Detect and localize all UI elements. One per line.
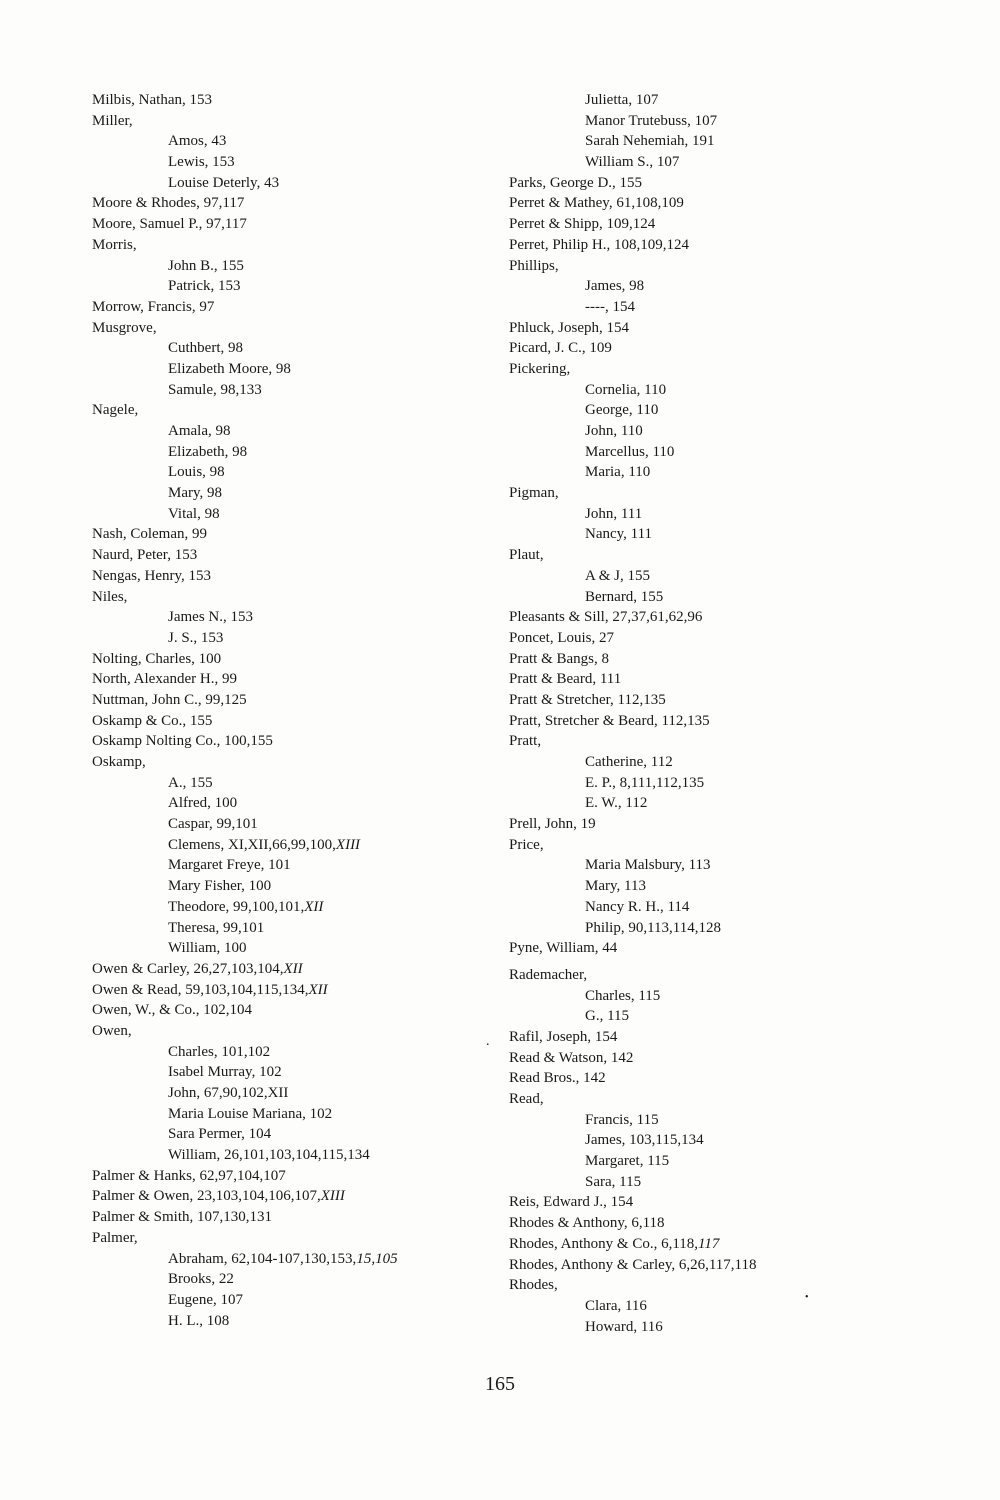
index-subentry (92, 773, 492, 794)
index-subentry (509, 524, 929, 545)
entry-text: Nengas, Henry, 153 (92, 567, 211, 584)
index-entry (92, 111, 492, 132)
index-entry (509, 814, 929, 835)
entry-text: Louis, 98 (168, 464, 225, 481)
entry-text: Lewis, 153 (168, 154, 235, 171)
index-subentry (92, 152, 492, 173)
entry-text: Morrow, Francis, 97 (92, 298, 215, 315)
index-subentry (92, 855, 492, 876)
entry-text: Owen, W., & Co., 102,104 (92, 1002, 253, 1019)
index-subentry (92, 359, 492, 380)
entry-text: A., 155 (168, 774, 213, 791)
entry-text: Pleasants & Sill, 27,37,61,62,96 (509, 609, 703, 626)
index-subentry (92, 338, 492, 359)
index-subentry (92, 380, 492, 401)
index-subentry (509, 90, 929, 111)
entry-text: Marcellus, 110 (585, 443, 675, 460)
entry-text: Abraham, 62,104-107,130,153, (168, 1250, 357, 1267)
entry-text: Palmer & Owen, 23,103,104,106,107, (92, 1188, 321, 1205)
index-subentry (92, 276, 492, 297)
entry-text: Maria, 110 (585, 464, 651, 481)
entry-text: Mary Fisher, 100 (168, 878, 272, 895)
index-entry (509, 1234, 929, 1255)
entry-text: Vital, 98 (168, 505, 220, 522)
entry-text: Cuthbert, 98 (168, 340, 243, 357)
index-subentry (509, 297, 929, 318)
index-subentry (509, 131, 929, 152)
index-subentry (509, 773, 929, 794)
index-subentry (92, 897, 492, 918)
entry-text: Rhodes & Anthony, 6,118 (509, 1215, 665, 1232)
entry-text: Miller, (92, 112, 133, 129)
entry-text: Elizabeth Moore, 98 (168, 360, 291, 377)
entry-text: Isabel Murray, 102 (168, 1064, 282, 1081)
entry-text: Rademacher, (509, 966, 588, 983)
index-entry (509, 649, 929, 670)
entry-text: Perret & Shipp, 109,124 (509, 216, 656, 233)
entry-text: Pyne, William, 44 (509, 940, 618, 957)
entry-text: Plaut, (509, 547, 544, 564)
index-entry (509, 193, 929, 214)
index-subentry (509, 1110, 929, 1131)
index-subentry (509, 276, 929, 297)
index-subentry (92, 918, 492, 939)
entry-italic-reference: XIII (335, 836, 361, 853)
index-column-left (92, 90, 492, 1331)
entry-text: Nuttman, John C., 99,125 (92, 691, 247, 708)
index-subentry (509, 152, 929, 173)
entry-text: Read, (509, 1091, 544, 1107)
entry-text: James, 98 (585, 278, 645, 295)
entry-text: Reis, Edward J., 154 (509, 1194, 634, 1211)
index-subentry (509, 1151, 929, 1172)
index-entry (92, 711, 492, 732)
index-subentry (509, 897, 929, 918)
entry-text: Charles, 101,102 (168, 1043, 271, 1060)
index-subentry (92, 1104, 492, 1125)
index-entry (509, 1255, 929, 1276)
index-subentry (92, 1083, 492, 1104)
entry-text: Cornelia, 110 (585, 381, 667, 398)
index-subentry (509, 566, 929, 587)
index-entry (92, 731, 492, 752)
index-entry (509, 938, 929, 959)
entry-text: Nancy, 111 (585, 526, 653, 543)
stray-mark: . (486, 1034, 490, 1049)
entry-text: James N., 153 (168, 609, 253, 626)
index-entry (92, 524, 492, 545)
index-subentry (509, 1317, 929, 1338)
index-subentry (509, 876, 929, 897)
entry-text: Palmer & Hanks, 62,97,104,107 (92, 1167, 286, 1184)
index-entry (509, 1213, 929, 1234)
index-column-right (509, 90, 929, 1337)
index-entry (92, 214, 492, 235)
index-entry (92, 90, 492, 111)
entry-text: Pratt, Stretcher & Beard, 112,135 (509, 712, 710, 729)
entry-text: Niles, (92, 588, 128, 605)
entry-text: Eugene, 107 (168, 1291, 243, 1308)
index-entry (92, 752, 492, 773)
entry-text: Maria Louise Mariana, 102 (168, 1105, 333, 1122)
index-subentry (92, 421, 492, 442)
index-subentry (509, 111, 929, 132)
entry-text: Moore & Rhodes, 97,117 (92, 195, 245, 212)
entry-text: Julietta, 107 (585, 92, 659, 108)
entry-text: Naurd, Peter, 153 (92, 547, 198, 564)
entry-text: John, 67,90,102,XII (168, 1085, 289, 1101)
index-subentry (92, 1124, 492, 1145)
index-entry (509, 359, 929, 380)
entry-text: Milbis, Nathan, 153 (92, 92, 212, 108)
stray-dot: • (805, 1292, 809, 1303)
index-entry (92, 1021, 492, 1042)
entry-text: Clemens, XI,XII,66,99,100, (168, 836, 336, 853)
index-entry (509, 1089, 929, 1110)
index-subentry (509, 1296, 929, 1317)
index-subentry (92, 793, 492, 814)
entry-text: Musgrove, (92, 319, 157, 336)
entry-text: Owen, (92, 1022, 132, 1039)
index-entry (92, 587, 492, 608)
entry-italic-reference: XII (308, 981, 328, 998)
index-entry (509, 690, 929, 711)
entry-text: Pratt & Beard, 111 (509, 671, 622, 688)
entry-text: John, 110 (585, 423, 643, 439)
index-entry (509, 607, 929, 628)
index-entry (92, 980, 492, 1001)
index-subentry (92, 173, 492, 194)
entry-text: J. S., 153 (168, 629, 224, 646)
entry-text: Mary, 98 (168, 485, 223, 502)
index-subentry (509, 380, 929, 401)
index-entry (92, 649, 492, 670)
index-subentry (509, 504, 929, 525)
index-entry (92, 193, 492, 214)
index-subentry (92, 256, 492, 277)
entry-text: Amala, 98 (168, 423, 231, 439)
index-subentry (92, 1290, 492, 1311)
index-entry (509, 235, 929, 256)
entry-text: Mary, 113 (585, 878, 646, 895)
index-entry (509, 1068, 929, 1089)
index-entry (509, 214, 929, 235)
entry-text: Morris, (92, 236, 137, 253)
entry-text: Moore, Samuel P., 97,117 (92, 216, 247, 233)
entry-text: Pratt, (509, 733, 542, 750)
entry-text: Manor Trutebuss, 107 (585, 112, 718, 129)
index-entry (509, 173, 929, 194)
index-entry (92, 669, 492, 690)
index-subentry (509, 462, 929, 483)
entry-text: John B., 155 (168, 257, 244, 274)
entry-text: Palmer & Smith, 107,130,131 (92, 1209, 272, 1226)
index-entry (509, 256, 929, 277)
entry-text: James, 103,115,134 (585, 1132, 704, 1149)
index-entry (509, 1048, 929, 1069)
entry-text: Sara, 115 (585, 1173, 642, 1190)
index-entry (509, 628, 929, 649)
index-subentry (509, 855, 929, 876)
entry-text: Clara, 116 (585, 1297, 647, 1314)
entry-text: G., 115 (585, 1008, 630, 1025)
entry-text: Brooks, 22 (168, 1271, 234, 1288)
index-subentry (92, 835, 492, 856)
index-entry (509, 731, 929, 752)
entry-text: Oskamp Nolting Co., 100,155 (92, 733, 273, 750)
entry-text: ----, 154 (585, 298, 635, 315)
entry-text: Samule, 98,133 (168, 381, 262, 398)
entry-italic-reference: XII (283, 960, 303, 977)
entry-text: Nancy R. H., 114 (585, 898, 690, 915)
entry-italic-reference: XIII (320, 1188, 345, 1205)
index-entry (509, 965, 929, 986)
index-subentry (92, 1145, 492, 1166)
index-entry (92, 545, 492, 566)
entry-text: E. P., 8,111,112,135 (585, 774, 705, 791)
entry-text: Francis, 115 (585, 1111, 659, 1128)
index-subentry (509, 400, 929, 421)
entry-text: Rhodes, Anthony & Co., 6,118, (509, 1235, 699, 1252)
entry-text: Bernard, 155 (585, 588, 664, 605)
index-entry (509, 669, 929, 690)
entry-text: Louise Deterly, 43 (168, 174, 280, 191)
index-subentry (92, 1042, 492, 1063)
entry-text: Theodore, 99,100,101, (168, 898, 305, 915)
entry-text: Alfred, 100 (168, 795, 238, 812)
index-entry (509, 1027, 929, 1048)
index-subentry (92, 1269, 492, 1290)
entry-text: Theresa, 99,101 (168, 919, 265, 936)
entry-text: Charles, 115 (585, 987, 661, 1004)
entry-text: Picard, J. C., 109 (509, 340, 612, 357)
index-subentry (92, 1311, 492, 1332)
index-subentry (509, 1006, 929, 1027)
entry-text: Rhodes, (509, 1277, 558, 1294)
entry-text: Read Bros., 142 (509, 1070, 606, 1087)
entry-text: Oskamp & Co., 155 (92, 712, 213, 729)
entry-text: Pigman, (509, 485, 559, 502)
entry-text: George, 110 (585, 402, 659, 419)
index-subentry (92, 504, 492, 525)
entry-text: Pratt & Stretcher, 112,135 (509, 691, 666, 708)
index-subentry (509, 793, 929, 814)
entry-text: Poncet, Louis, 27 (509, 629, 614, 646)
entry-text: Howard, 116 (585, 1318, 663, 1335)
index-subentry (92, 1062, 492, 1083)
index-entry (509, 318, 929, 339)
entry-text: Margaret, 115 (585, 1153, 670, 1170)
index-subentry (509, 1172, 929, 1193)
entry-text: North, Alexander H., 99 (92, 671, 237, 688)
index-subentry (92, 1249, 492, 1270)
entry-text: Elizabeth, 98 (168, 443, 248, 460)
entry-text: Phluck, Joseph, 154 (509, 319, 629, 336)
entry-text: Margaret Freye, 101 (168, 857, 291, 874)
index-subentry (509, 986, 929, 1007)
index-subentry (92, 628, 492, 649)
entry-text: Sara Permer, 104 (168, 1126, 272, 1143)
entry-text: William, 26,101,103,104,115,134 (168, 1147, 370, 1164)
index-subentry (92, 131, 492, 152)
entry-text: Rafil, Joseph, 154 (509, 1028, 618, 1045)
index-subentry (509, 918, 929, 939)
entry-text: William S., 107 (585, 154, 680, 171)
entry-text: Phillips, (509, 257, 559, 274)
index-subentry (509, 442, 929, 463)
entry-text: E. W., 112 (585, 795, 648, 812)
entry-text: Philip, 90,113,114,128 (585, 919, 721, 936)
index-entry (92, 1186, 492, 1207)
entry-italic-reference: XII (304, 898, 324, 915)
index-entry (509, 545, 929, 566)
entry-text: Read & Watson, 142 (509, 1049, 634, 1066)
index-entry (92, 959, 492, 980)
entry-text: Maria Malsbury, 113 (585, 857, 711, 874)
index-entry (92, 318, 492, 339)
index-subentry (92, 607, 492, 628)
entry-text: Prell, John, 19 (509, 816, 596, 833)
entry-text: Nagele, (92, 402, 139, 419)
index-entry (92, 1207, 492, 1228)
entry-text: John, 111 (585, 505, 643, 522)
index-entry (92, 400, 492, 421)
entry-text: Pratt & Bangs, 8 (509, 650, 609, 667)
entry-italic-reference: 15,105 (356, 1250, 398, 1267)
entry-text: Caspar, 99,101 (168, 816, 258, 833)
index-entry (92, 297, 492, 318)
index-subentry (509, 421, 929, 442)
entry-text: Pickering, (509, 360, 571, 377)
index-subentry (509, 587, 929, 608)
entry-text: Rhodes, Anthony & Carley, 6,26,117,118 (509, 1256, 757, 1273)
page-number: 165 (485, 1373, 515, 1395)
entry-text: Nash, Coleman, 99 (92, 526, 207, 543)
index-subentry (92, 462, 492, 483)
index-entry (92, 566, 492, 587)
index-entry (92, 1000, 492, 1021)
entry-text: A & J, 155 (585, 567, 651, 584)
index-subentry (509, 752, 929, 773)
index-subentry (92, 938, 492, 959)
entry-text: Palmer, (92, 1229, 138, 1246)
entry-text: Perret & Mathey, 61,108,109 (509, 195, 684, 212)
index-entry (92, 1228, 492, 1249)
index-entry (92, 1166, 492, 1187)
entry-text: Perret, Philip H., 108,109,124 (509, 236, 689, 253)
entry-text: H. L., 108 (168, 1312, 230, 1329)
entry-text: William, 100 (168, 940, 247, 957)
index-entry (92, 235, 492, 256)
index-subentry (92, 442, 492, 463)
entry-text: Amos, 43 (168, 133, 227, 150)
entry-text: Parks, George D., 155 (509, 174, 643, 191)
index-entry (509, 711, 929, 732)
entry-text: Patrick, 153 (168, 278, 241, 295)
index-subentry (92, 814, 492, 835)
entry-text: Sarah Nehemiah, 191 (585, 133, 715, 150)
index-subentry (92, 483, 492, 504)
entry-text: Oskamp, (92, 754, 146, 770)
index-subentry (92, 876, 492, 897)
entry-text: Owen & Read, 59,103,104,115,134, (92, 981, 309, 998)
entry-text: Catherine, 112 (585, 754, 673, 770)
entry-italic-reference: 117 (698, 1235, 720, 1252)
index-entry (509, 338, 929, 359)
entry-text: Nolting, Charles, 100 (92, 650, 222, 667)
index-entry (92, 690, 492, 711)
entry-text: Price, (509, 836, 544, 853)
entry-text: Owen & Carley, 26,27,103,104, (92, 960, 284, 977)
index-entry (509, 483, 929, 504)
index-subentry (509, 1130, 929, 1151)
index-entry (509, 1275, 929, 1296)
index-entry (509, 1192, 929, 1213)
index-entry (509, 835, 929, 856)
